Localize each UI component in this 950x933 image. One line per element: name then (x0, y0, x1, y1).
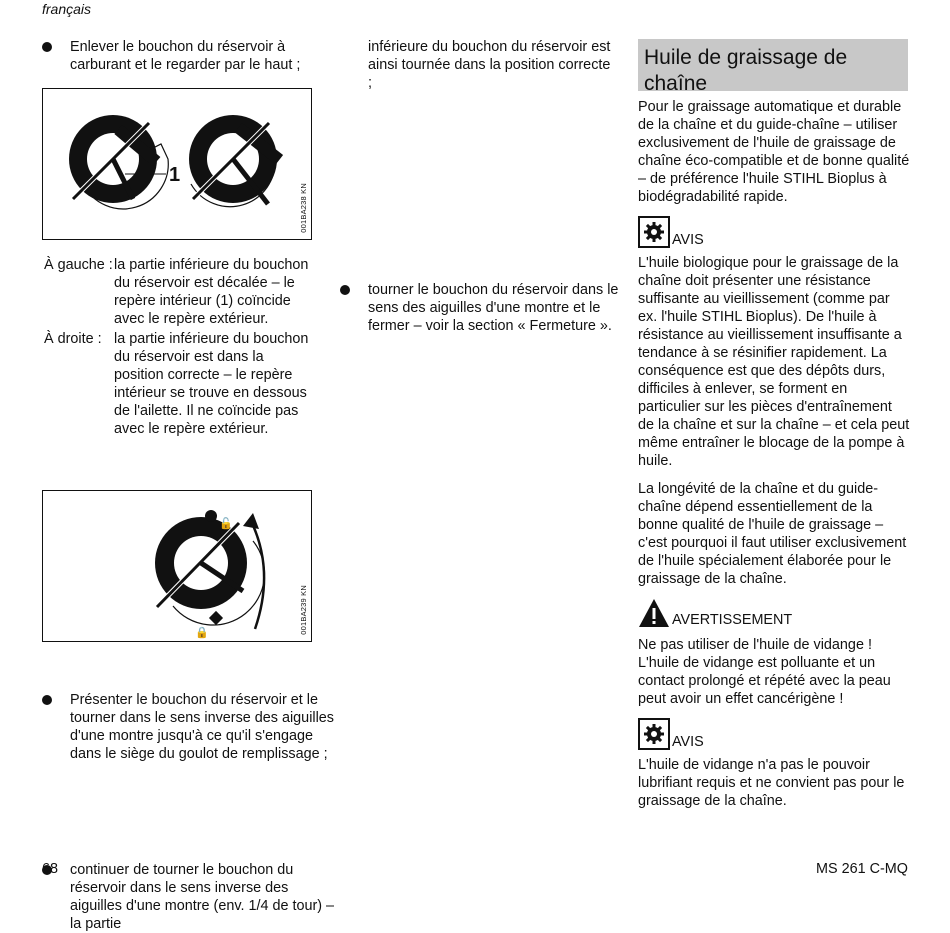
bullet-text: Enlever le bouchon du réservoir à carburant et le regarder par le haut ; (70, 39, 301, 73)
position-definitions (44, 256, 314, 438)
waste-oil-paragraph: L'huile de vidange n'a pas le pouvoir lubrifiant requis et ne convient pas pour le graissage de la chaîne. (638, 757, 905, 809)
bullet-text: Présenter le bouchon du réservoir et le tourner dans le sens inverse des aiguilles d'une montre jusqu'à ce qu'il s'engage dans le siège du goulot de remplissage ; (70, 692, 334, 762)
left-cap (69, 115, 180, 209)
warning-headline: Ne pas utiliser de l'huile de vidange ! (638, 637, 872, 653)
column-3-body (638, 98, 910, 820)
model-name: MS 261 C-MQ (816, 861, 908, 877)
def-term-left: À gauche : (44, 257, 113, 273)
warning-icon (638, 598, 670, 628)
bullet-text: continuer de tourner le bouchon du réservoir dans le sens inverse des aiguilles d'une montre (env. 1/4 de tour) – la partie (70, 862, 335, 932)
section-title-box (638, 39, 908, 95)
bullet-dot (42, 695, 52, 705)
language-label: français (42, 1, 92, 17)
def-desc-left: la partie inférieure du bouchon du réservoir est décalée – le repère intérieur (1) coïncide avec le repère extérieur. (114, 257, 309, 327)
page-number: 68 (42, 861, 59, 877)
figure-code: 001BA238 KN (299, 183, 308, 233)
notice-avis-2 (638, 718, 910, 750)
bullet-remove-cap (42, 38, 338, 74)
bio-oil-paragraph: L'huile biologique pour le graissage de la chaîne doit présenter une résistance suffisante au vieillissement (comme par ex. l'huile STIHL Bioplus). De l'huile à résistance au vieillissement insuffisante a tendance à se résinifier rapidement. La conséquence est que des dépôts durs, difficiles à enlever, se forment en particulier sur les pièces d'entraînement de la chaîne et sur la chaîne – et cela peut même entraîner le blocage de la pompe à huile. (638, 255, 910, 469)
figure-cap-positions (42, 88, 312, 240)
bullet-dot (340, 285, 350, 295)
fuel-cap-illustration (43, 89, 311, 239)
marker-1-label: 1 (169, 164, 181, 186)
section-title: Huile de graissage de chaîne (644, 46, 848, 95)
intro-paragraph: Pour le graissage automatique et durable de la chaîne et du guide-chaîne – utiliser exclusivement de l'huile de graissage de chaîne éco-compatible et de bonne qualité – de préférence l'huile STIHL Bioplus à biodégradabilité rapide. (638, 99, 910, 205)
bullet-close-cap (340, 281, 640, 335)
gear-icon (638, 216, 670, 248)
warning-text: L'huile de vidange est polluante et un contact prolongé et répété avec la peau peut avoir un effet cancérigène ! (638, 655, 891, 707)
bullet-present-cap (42, 691, 338, 763)
right-cap (189, 115, 283, 207)
svg-text:🔓: 🔓 (219, 517, 233, 530)
warning-label: AVERTISSEMENT (672, 612, 793, 628)
warning-block (638, 598, 910, 628)
longevity-paragraph: La longévité de la chaîne et du guide-chaîne dépend essentiellement de la bonne qualité de l'huile de graissage – c'est pourquoi il faut utiliser exclusivement de l'huile spécialement élaborée pour le graissage de la chaîne. (638, 481, 907, 587)
bullet-text: tourner le bouchon du réservoir dans le sens des aiguilles d'une montre et le fermer – voir la section « Fermeture ». (368, 282, 619, 334)
bullet-dot (42, 42, 52, 52)
gear-icon (638, 718, 670, 750)
def-desc-right: la partie inférieure du bouchon du réservoir est dans la position correcte – le repère intérieur se trouve en dessous de l'ailette. Il ne coïncide pas avec le repère extérieur. (114, 331, 309, 437)
bullet-continue-turn (42, 861, 338, 933)
svg-text:🔒: 🔒 (195, 626, 209, 639)
notice-label: AVIS (672, 734, 704, 750)
cap-rotation-illustration (43, 491, 311, 641)
figure-code: 001BA239 KN (299, 585, 308, 635)
figure-cap-rotation (42, 490, 312, 642)
def-term-right: À droite : (44, 331, 102, 347)
continued-text: inférieure du bouchon du réservoir est ainsi tournée dans la position correcte ; (368, 39, 611, 91)
notice-avis-1 (638, 216, 910, 248)
notice-label: AVIS (672, 232, 704, 248)
